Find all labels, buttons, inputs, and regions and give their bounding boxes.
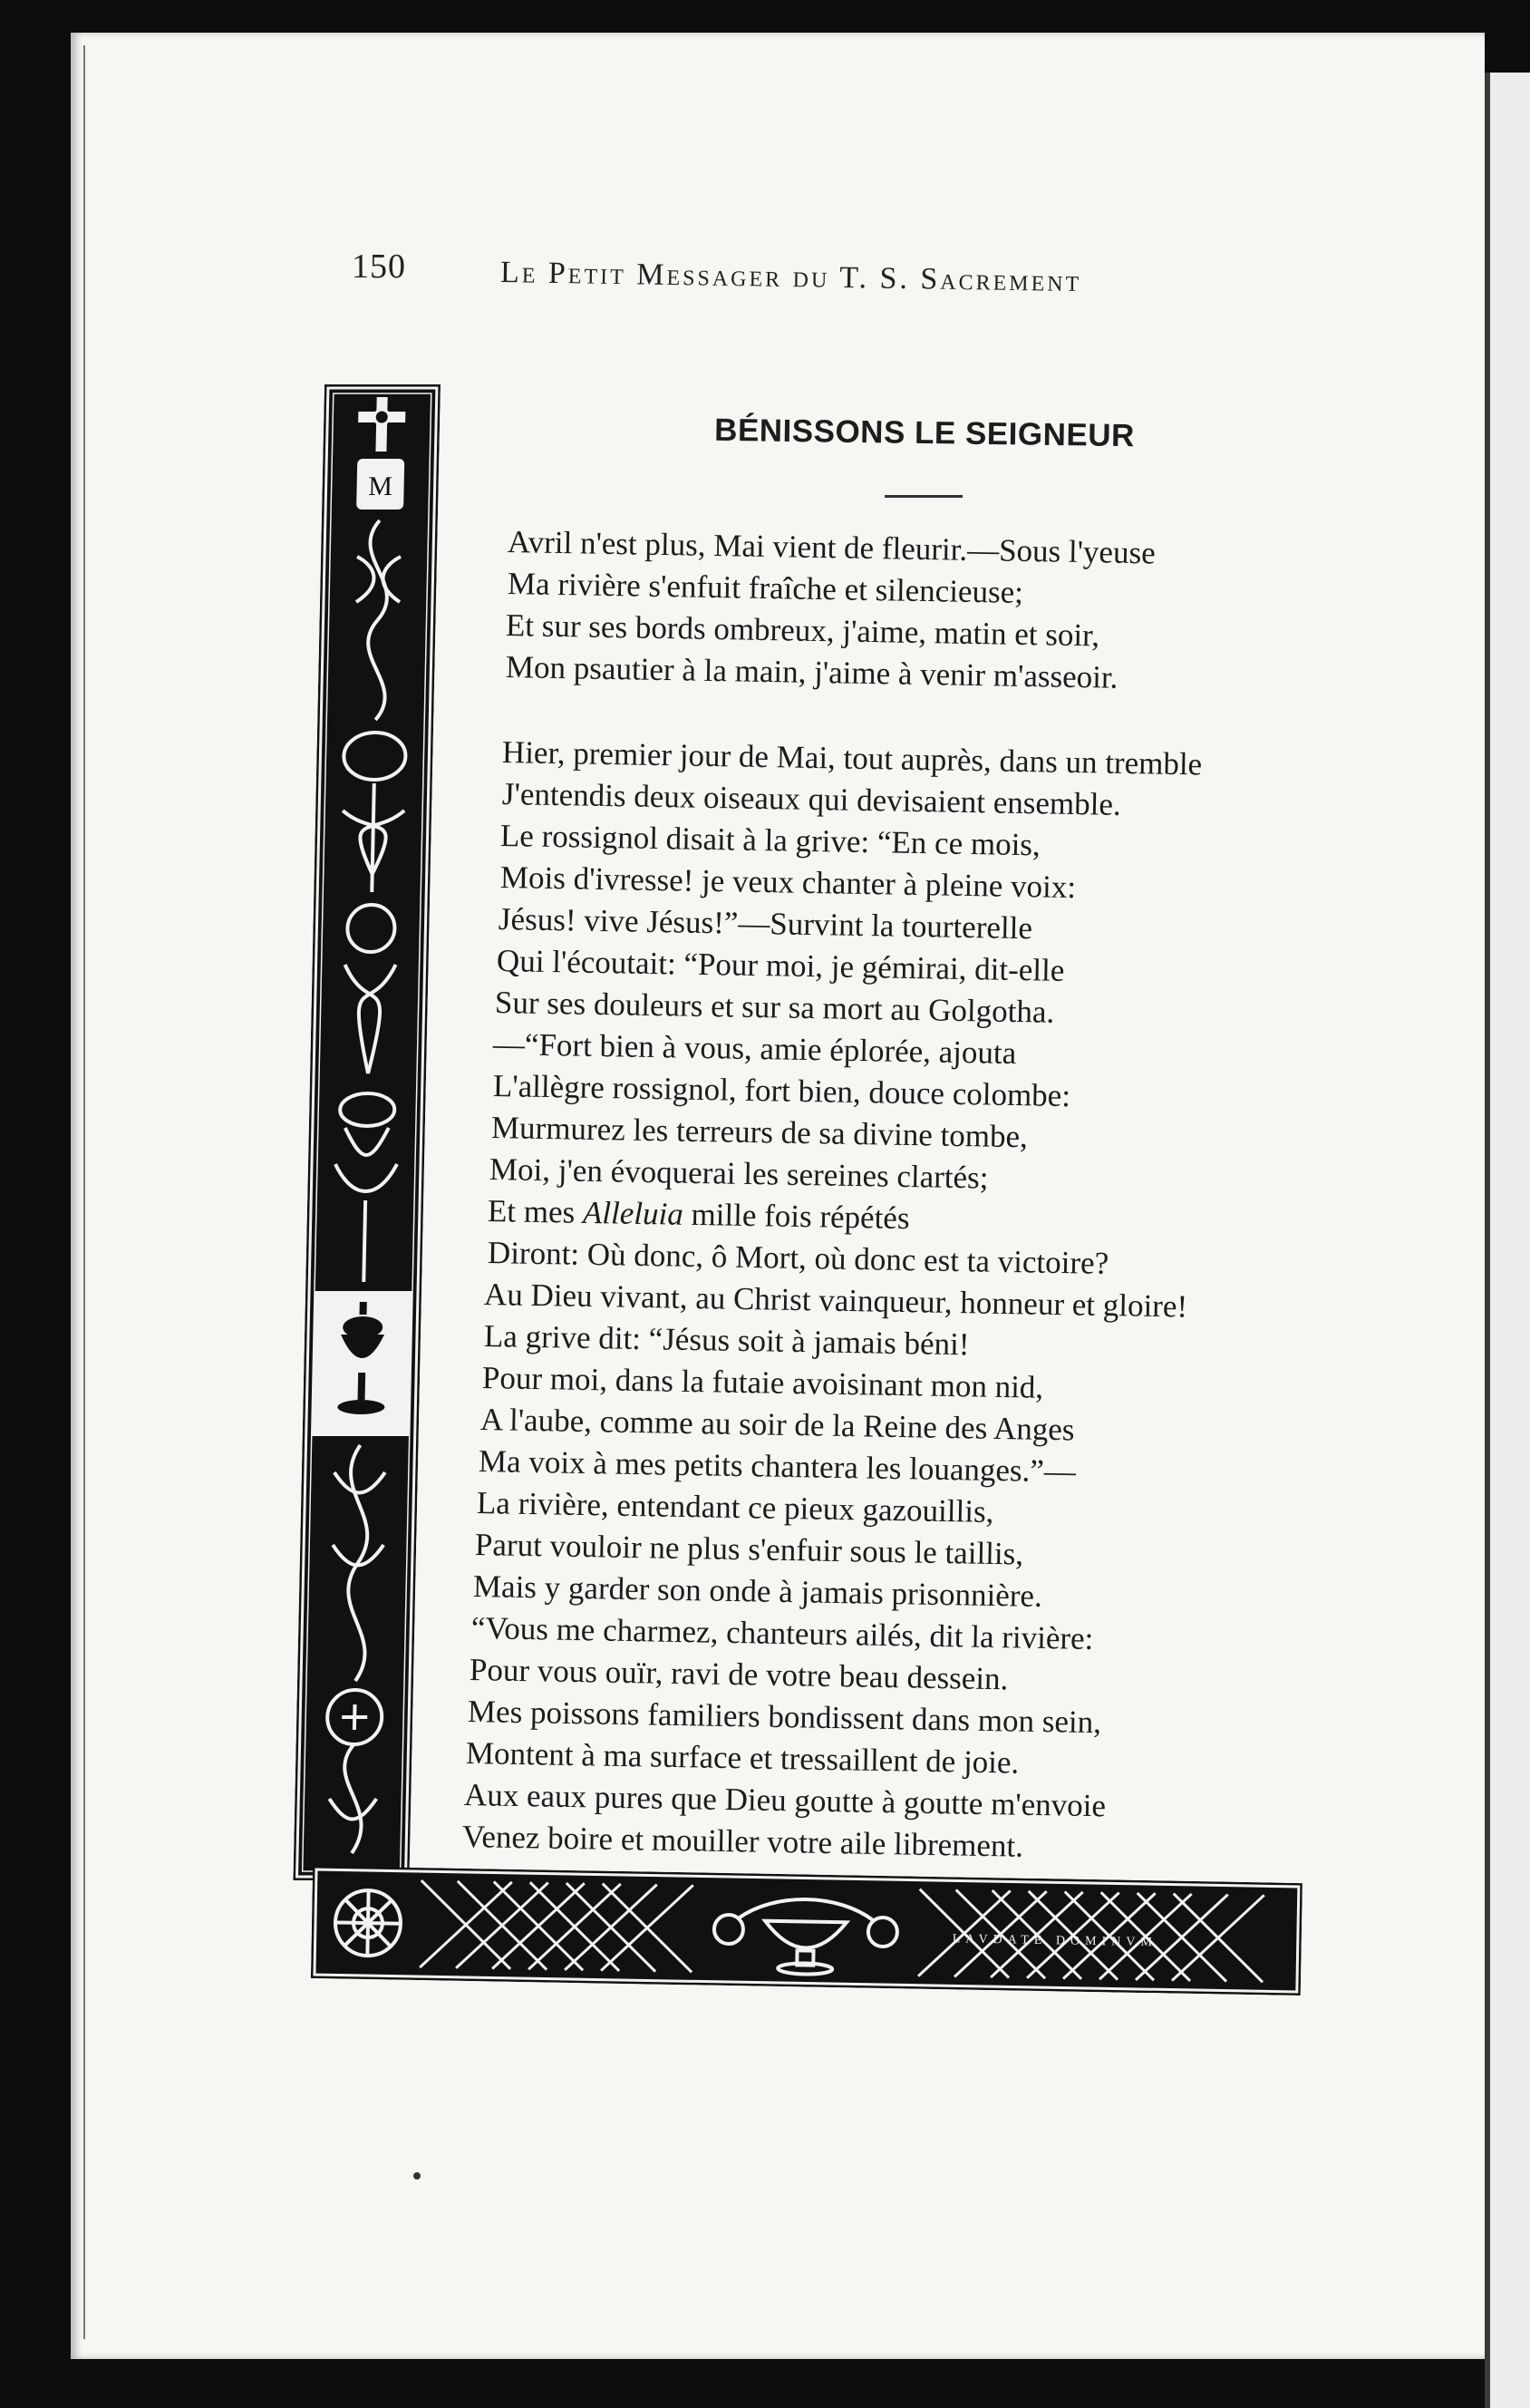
poem-line: J'entendis deux oiseaux qui devisaient ensemble. [501,776,1122,822]
poem-line: Pour vous ouïr, ravi de votre beau dessein. [469,1652,1009,1697]
poem-line: Jésus! vive Jésus!”—Survint la tourterelle [498,901,1033,947]
poem-line: A l'aube, comme au soir de la Reine des Anges [479,1402,1075,1448]
poem-line: Qui l'écoutait: “Pour moi, je gémirai, dit-elle [496,943,1065,988]
poem-line: Aux eaux pures que Dieu goutte à goutte m'envoie [463,1777,1107,1824]
poem-line: Au Dieu vivant, au Christ vainqueur, honneur et gloire! [483,1277,1188,1325]
poem-line: Venez boire et mouiller votre aile librement. [461,1819,1024,1864]
alleluia-rest: mille fois répétés [683,1196,910,1237]
poem-line: Et sur ses bords ombreux, j'aime, matin et soir, [505,607,1100,654]
poem-line: La grive dit: “Jésus soit à jamais béni! [483,1318,970,1363]
poem-line: Mais y garder son onde à jamais prisonnière. [472,1568,1043,1614]
poem-line: Mes poissons familiers bondissent dans mon sein, [467,1694,1102,1741]
poem-title: BÉNISSONS LE SEIGNEUR [713,412,1136,454]
poem-line: La rivière, entendant ce pieux gazouillis, [476,1485,994,1529]
speck-mark [413,2172,421,2180]
poem-line: Sur ses douleurs et sur sa mort au Golgotha. [494,985,1055,1030]
poem-line: Diront: Où donc, ô Mort, où donc est ta victoire? [487,1235,1109,1281]
poem-line [488,1193,910,1237]
page-number: 150 [352,248,406,286]
poem-line: Mois d'ivresse! je veux chanter à pleine voix: [499,859,1077,906]
running-head: Le Petit Messager du T. S. Sacrement [499,256,1082,299]
poem-line: Montent à ma surface et tressaillent de joie. [465,1735,1020,1781]
poem-line: Ma rivière s'enfuit fraîche et silencieuse; [507,566,1024,610]
alleluia-word: Alleluia [582,1194,684,1232]
poem-line: L'allègre rossignol, fort bien, douce colombe: [492,1068,1071,1114]
poem-line: Mon psautier à la main, j'aime à venir m'asseoir. [505,649,1118,695]
poem-line: —“Fort bien à vous, amie éplorée, ajouta [492,1026,1017,1072]
poem-line: Avril n'est plus, Mai vient de fleurir.—Sous l'yeuse [507,524,1157,571]
poem-line: “Vous me charmez, chanteurs ailés, dit la rivière: [470,1610,1094,1656]
poem-line: Hier, premier jour de Mai, tout auprès, dans un tremble [501,734,1203,782]
poem-line: Moi, j'en évoquerai les sereines clartés; [489,1151,989,1196]
poem-line: Le rossignol disait à la grive: “En ce mois, [499,818,1041,863]
banner-text: LAVDATE DOMINVM [952,1932,1158,1950]
alleluia-prefix: Et mes [487,1193,584,1230]
poem-line: Ma voix à mes petits chantera les louanges.”— [478,1443,1077,1490]
poem-line: Parut vouloir ne plus s'enfuir sous le taillis, [474,1527,1024,1572]
poem-line: Murmurez les terreurs de sa divine tombe, [490,1110,1029,1155]
poem-line: Pour moi, dans la futaie avoisinant mon nid, [481,1360,1044,1405]
monogram-text: M [367,471,393,501]
